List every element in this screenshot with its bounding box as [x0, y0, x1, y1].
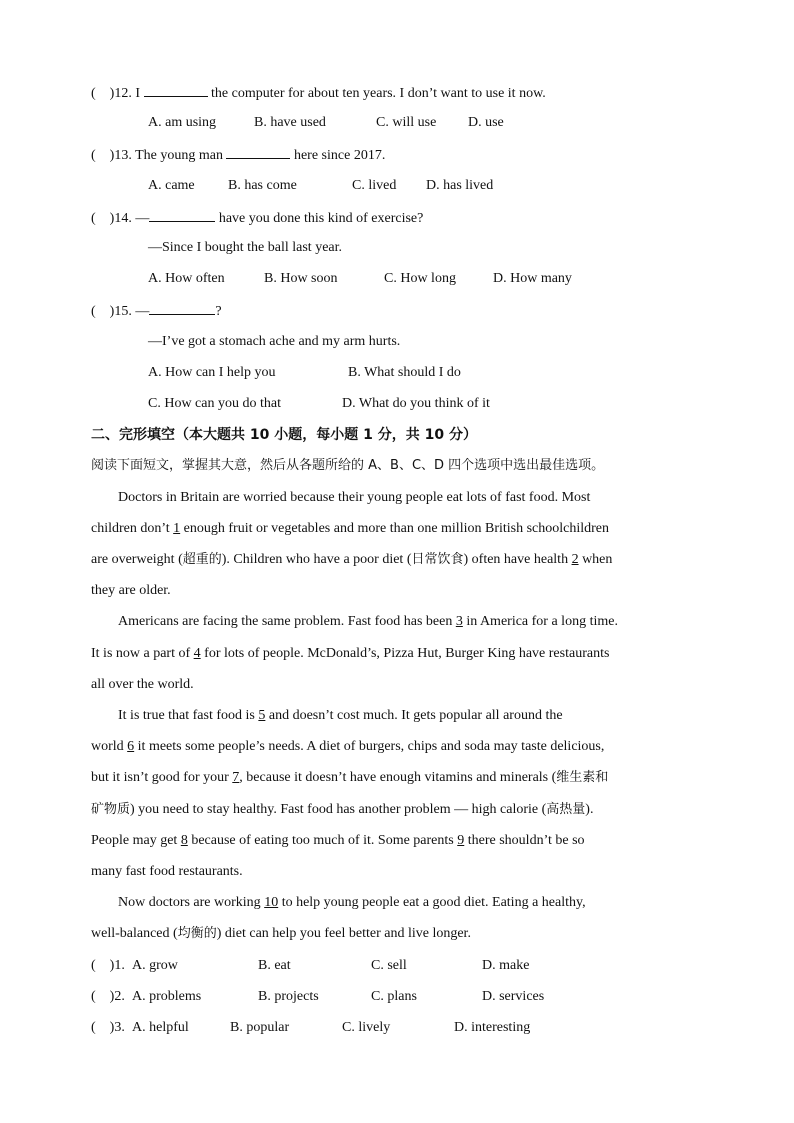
- option-b: B. projects: [258, 989, 319, 1004]
- answer-paren-open: (: [91, 211, 96, 226]
- question-15: [91, 301, 222, 321]
- question-14: [91, 208, 423, 228]
- answer-paren-close: ): [109, 958, 115, 973]
- option-c: C. plans: [371, 989, 417, 1004]
- cloze-question-1: [91, 957, 530, 975]
- answer-paren-open: (: [91, 1020, 96, 1035]
- passage-line: world 6 it meets some people’s needs. A diet of burgers, chips and soda may taste delicious,: [91, 739, 605, 754]
- question-stem-pre: —: [135, 304, 150, 319]
- passage-line: but it isn’t good for your 7, because it doesn’t have enough vitamins and minerals (维生素和: [91, 770, 609, 785]
- cloze-blank-9: 9: [457, 833, 465, 848]
- option-a: A. came: [148, 178, 195, 193]
- answer-paren-close: ): [109, 86, 115, 101]
- option-c: C. sell: [371, 958, 407, 973]
- option-d: D. services: [482, 989, 545, 1004]
- answer-paren-close: ): [109, 148, 115, 163]
- passage-line: It is now a part of 4 for lots of people. McDonald’s, Pizza Hut, Burger King have restaurants: [91, 646, 610, 661]
- option-d: D. What do you think of it: [342, 396, 490, 411]
- option-b: B. eat: [258, 958, 291, 973]
- passage-line: are overweight (超重的). Children who have a poor diet (日常饮食) often have health 2 when: [91, 552, 613, 567]
- cloze-blank-2: 2: [571, 552, 579, 567]
- passage-line: children don’t 1 enough fruit or vegetables and more than one million British schoolchildren: [91, 521, 610, 536]
- answer-blank: [149, 301, 215, 315]
- answer-blank: [144, 83, 208, 97]
- cloze-blank-10: 10: [264, 895, 279, 910]
- option-b: B. have used: [254, 115, 326, 130]
- cloze-question-3: [91, 1019, 531, 1037]
- option-d: D. has lived: [426, 178, 494, 193]
- answer-paren-open: (: [91, 86, 96, 101]
- passage-line: 矿物质) you need to stay healthy. Fast food has another problem — high calorie (高热量).: [91, 802, 594, 817]
- cloze-blank-6: 6: [127, 739, 135, 754]
- question-12: [91, 83, 546, 103]
- answer-paren-close: ): [109, 211, 115, 226]
- passage-line: well-balanced (均衡的) diet can help you feel better and live longer.: [91, 926, 471, 941]
- option-c: C. lived: [352, 178, 397, 193]
- option-b: B. has come: [228, 178, 297, 193]
- cloze-blank-8: 8: [180, 833, 188, 848]
- option-a: A. problems: [132, 989, 202, 1004]
- option-a: A. How often: [148, 271, 225, 286]
- cloze-blank-5: 5: [258, 708, 266, 723]
- question-number: 15.: [114, 304, 132, 319]
- question-number: 13.: [114, 148, 132, 163]
- option-b: B. What should I do: [348, 365, 461, 380]
- dialogue-reply: —I’ve got a stomach ache and my arm hurts.: [148, 334, 401, 349]
- answer-paren-open: (: [91, 958, 96, 973]
- cloze-blank-3: 3: [455, 614, 463, 629]
- option-c: C. will use: [376, 115, 437, 130]
- passage-line: they are older.: [91, 583, 171, 598]
- cloze-blank-4: 4: [193, 646, 201, 661]
- answer-paren-open: (: [91, 148, 96, 163]
- answer-paren-close: ): [109, 1020, 115, 1035]
- question-stem-post: ?: [215, 304, 222, 319]
- question-13: [91, 145, 385, 165]
- question-stem-post: here since 2017.: [293, 148, 386, 163]
- cloze-blank-7: 7: [232, 770, 240, 785]
- option-d: D. interesting: [454, 1020, 531, 1035]
- answer-paren-close: ): [109, 304, 115, 319]
- answer-paren-close: ): [109, 989, 115, 1004]
- passage-line: It is true that fast food is 5 and doesn’t cost much. It gets popular all around the: [118, 708, 563, 723]
- option-d: D. use: [468, 115, 504, 130]
- passage-line: many fast food restaurants.: [91, 864, 243, 879]
- passage-line: Doctors in Britain are worried because their young people eat lots of fast food. Most: [118, 490, 591, 505]
- option-c: C. lively: [342, 1020, 391, 1035]
- cloze-question-2: [91, 988, 545, 1006]
- passage-line: Americans are facing the same problem. Fast food has been 3 in America for a long time.: [118, 614, 618, 629]
- question-number: 12.: [114, 86, 132, 101]
- question-stem-pre: The young man: [135, 148, 223, 163]
- question-number: 1.: [114, 958, 125, 973]
- answer-blank: [226, 145, 290, 159]
- question-stem-pre: I: [135, 86, 141, 101]
- option-c: C. How long: [384, 271, 456, 286]
- question-stem-post: have you done this kind of exercise?: [218, 211, 424, 226]
- option-a: A. am using: [148, 115, 217, 130]
- option-d: D. make: [482, 958, 530, 973]
- option-c: C. How can you do that: [148, 396, 281, 411]
- option-b: B. How soon: [264, 271, 338, 286]
- cloze-blank-1: 1: [173, 521, 181, 536]
- option-a: A. How can I help you: [148, 365, 276, 380]
- question-stem-post: the computer for about ten years. I don’t want to use it now.: [211, 86, 546, 101]
- dialogue-reply: —Since I bought the ball last year.: [148, 240, 343, 255]
- answer-blank: [149, 208, 215, 222]
- passage-line: Now doctors are working 10 to help young people eat a good diet. Eating a healthy,: [118, 895, 586, 910]
- passage-line: all over the world.: [91, 677, 194, 692]
- option-a: A. helpful: [132, 1020, 189, 1035]
- passage-line: People may get 8 because of eating too much of it. Some parents 9 there shouldn’t be so: [91, 833, 585, 848]
- section-instruction: 阅读下面短文，掌握其大意，然后从各题所给的 A、B、C、D 四个选项中选出最佳选项。: [91, 458, 605, 473]
- question-number: 3.: [114, 1020, 125, 1035]
- question-stem-pre: —: [135, 211, 150, 226]
- answer-paren-open: (: [91, 304, 96, 319]
- question-number: 2.: [114, 989, 125, 1004]
- option-b: B. popular: [230, 1020, 290, 1035]
- question-number: 14.: [114, 211, 132, 226]
- option-d: D. How many: [493, 271, 572, 286]
- option-a: A. grow: [132, 958, 178, 973]
- answer-paren-open: (: [91, 989, 96, 1004]
- section-heading: 二、完形填空（本大题共 10 小题，每小题 1 分，共 10 分）: [91, 427, 477, 443]
